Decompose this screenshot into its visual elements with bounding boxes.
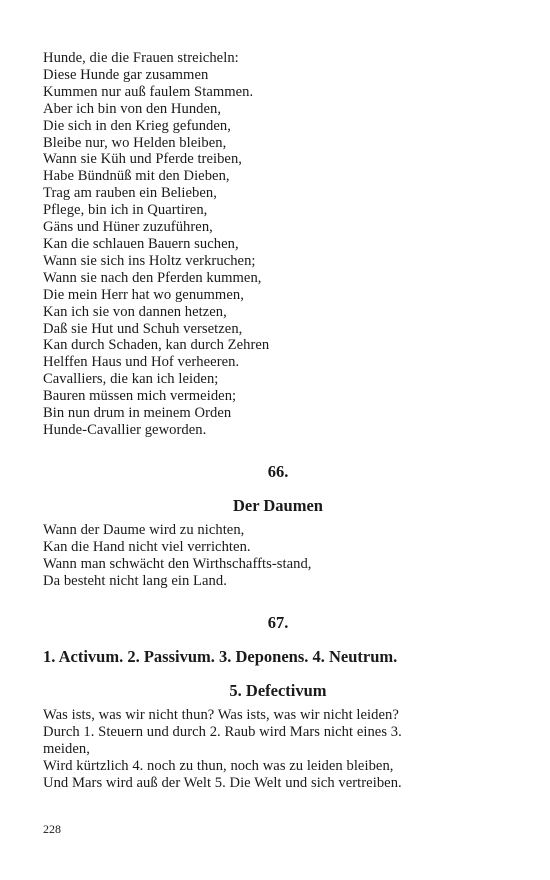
verse-line: Kan ich sie von dannen hetzen, (43, 303, 227, 320)
verse-line: Wann der Daume wird zu nichten, (43, 521, 245, 538)
verse-line: Daß sie Hut und Schuh versetzen, (43, 320, 243, 337)
verse-line: Wann man schwächt den Wirthschaffts-stand, (43, 555, 312, 572)
poem-66-body (43, 522, 513, 590)
poem-67-body (43, 707, 513, 792)
verse-line: Hunde-Cavallier geworden. (43, 421, 207, 438)
verse-line: Kan die schlauen Bauern suchen, (43, 235, 239, 252)
verse-line: Wann sie nach den Pferden kummen, (43, 269, 262, 286)
verse-line: Was ists, was wir nicht thun? Was ists, was wir nicht leiden? (43, 707, 399, 724)
verse-line: Aber ich bin von den Hunden, (43, 100, 222, 117)
verse-line: Da besteht nicht lang ein Land. (43, 572, 227, 589)
verse-line: Die sich in den Krieg gefunden, (43, 117, 231, 134)
verse-line: Gäns und Hüner zuzuführen, (43, 219, 213, 236)
verse-line: Bleibe nur, wo Helden bleiben, (43, 134, 227, 151)
verse-line: Wird kürtzlich 4. noch zu thun, noch was zu leiden bleiben, (43, 758, 394, 775)
verse-line: Wann sie Küh und Pferde treiben, (43, 151, 243, 168)
verse-line: Und Mars wird auß der Welt 5. Die Welt und sich vertreiben. (43, 775, 402, 792)
page-content (43, 50, 513, 792)
poem-title: Der Daumen (233, 495, 323, 515)
verse-line: Kan die Hand nicht viel verrichten. (43, 538, 251, 555)
poem-number: 67. (267, 613, 289, 633)
verse-line: Die mein Herr hat wo genummen, (43, 286, 244, 303)
verse-line: Durch 1. Steuern und durch 2. Raub wird Mars nicht eines 3. (43, 724, 402, 741)
verse-line: Helffen Haus und Hof verheeren. (43, 354, 240, 371)
poem-number: 66. (267, 461, 289, 481)
verse-line: Cavalliers, die kan ich leiden; (43, 371, 219, 388)
verse-line: Trag am rauben ein Belieben, (43, 185, 217, 202)
poem-65-tail (43, 50, 513, 439)
verse-line: Pflege, bin ich in Quartiren, (43, 202, 208, 219)
page-number: 228 (43, 822, 61, 836)
verse-line: meiden, (43, 741, 90, 758)
verse-line: Bin nun drum in meinem Orden (43, 405, 232, 422)
verse-line: Wann sie sich ins Holtz verkruchen; (43, 252, 256, 269)
poem-subtitle: 5. Defectivum (229, 681, 327, 701)
poem-title: 1. Activum. 2. Passivum. 3. Deponens. 4. Neutrum. (43, 647, 398, 667)
verse-line: Bauren müssen mich vermeiden; (43, 388, 237, 405)
verse-line: Habe Bündnüß mit den Dieben, (43, 168, 230, 185)
verse-line: Kan durch Schaden, kan durch Zehren (43, 337, 270, 354)
verse-line: Diese Hunde gar zusammen (43, 66, 209, 83)
verse-line: Kummen nur auß faulem Stammen. (43, 83, 254, 100)
verse-line: Hunde, die die Frauen streicheln: (43, 50, 239, 66)
